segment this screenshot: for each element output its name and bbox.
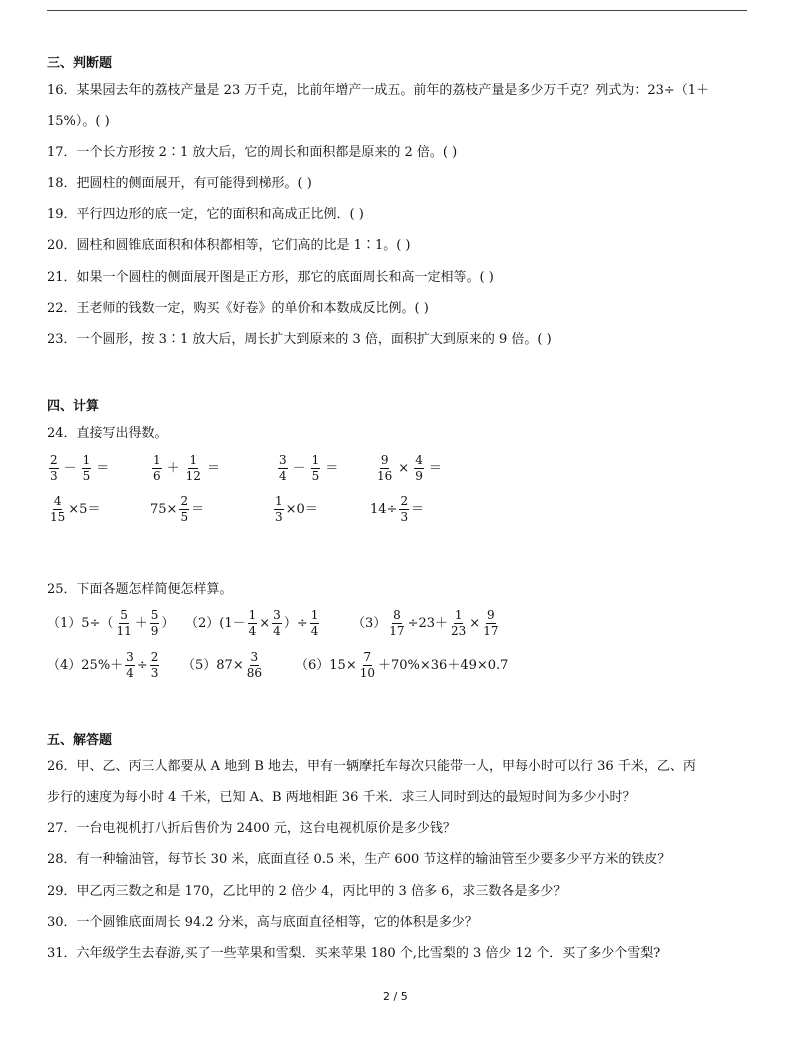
q24-expr-3: $\frac{3}{4}$ － $\frac{1}{5}$ ＝	[279, 453, 339, 483]
q25-part-1: （1）5÷（ $\frac{5}{11}$ ＋ $\frac{5}{9}$ ）	[47, 608, 175, 638]
question-26-line2: 步行的速度为每小时 4 千米，已知 A、B 两地相距 36 千米．求三人同时到达的最短时间为多少小时？	[47, 790, 636, 805]
section-title-word-problems: 五、解答题	[47, 733, 113, 748]
q24-expr-5: $\frac{4}{15}$ ×5＝	[50, 494, 101, 524]
fraction: $\frac{5}{9}$	[150, 608, 159, 638]
q25-part-4: （4）25%＋ $\frac{3}{4}$ ÷ $\frac{2}{3}$	[47, 650, 159, 680]
fraction: $\frac{8}{17}$	[389, 608, 405, 638]
q24-expr-7: $\frac{1}{3}$ ×0＝	[275, 494, 318, 524]
fraction: $\frac{1}{4}$	[248, 608, 257, 638]
section-title-calculation: 四、计算	[47, 399, 100, 414]
question-23: 23．一个圆形，按 3∶1 放大后，周长扩大到原来的 3 倍，面积扩大到原来的 9 倍。( )	[47, 332, 552, 347]
question-24-prompt: 24．直接写出得数。	[47, 426, 168, 441]
fraction: $\frac{1}{6}$	[153, 453, 161, 483]
header-rule	[47, 10, 747, 11]
fraction: $\frac{4}{9}$	[415, 453, 423, 483]
fraction: $\frac{1}{5}$	[311, 453, 320, 483]
question-31: 31．六年级学生去春游,买了一些苹果和雪梨．买来苹果 180 个,比雪梨的 3 倍少 12 个．买了多少个雪梨?	[47, 946, 661, 961]
fraction: $\frac{2}{3}$	[400, 494, 409, 524]
question-19: 19．平行四边形的底一定，它的面积和高成正比例．( )	[47, 207, 364, 222]
question-21: 21．如果一个圆柱的侧面展开图是正方形，那它的底面周长和高一定相等。( )	[47, 270, 494, 285]
q24-expr-8: 14÷ $\frac{2}{3}$ ＝	[370, 494, 425, 524]
fraction: $\frac{5}{11}$	[116, 608, 132, 638]
fraction: $\frac{1}{23}$	[451, 608, 467, 638]
fraction: $\frac{1}{3}$	[275, 494, 283, 524]
question-22: 22．王老师的钱数一定，购买《好卷》的单价和本数成反比例。( )	[47, 301, 429, 316]
fraction: $\frac{4}{15}$	[50, 494, 66, 524]
q24-expr-2: $\frac{1}{6}$ ＋ $\frac{1}{12}$ ＝	[153, 453, 220, 483]
fraction: $\frac{2}{3}$	[150, 650, 159, 680]
fraction: $\frac{3}{4}$	[273, 608, 281, 638]
fraction: $\frac{7}{10}$	[359, 650, 375, 680]
question-25-prompt: 25．下面各题怎样简便怎样算。	[47, 582, 233, 597]
question-16-line2: 15%）。( )	[47, 114, 110, 129]
q24-expr-1: $\frac{2}{3}$ － $\frac{1}{5}$ ＝	[50, 453, 110, 483]
question-16-line1: 16．某果园去年的荔枝产量是 23 万千克，比前年增产一成五。前年的荔枝产量是多少万千克？列式为：23÷（1＋	[47, 83, 710, 98]
q25-part-6: （6）15× $\frac{7}{10}$ ＋70%×36＋49×0.7	[295, 650, 509, 680]
question-17: 17．一个长方形按 2∶1 放大后，它的周长和面积都是原来的 2 倍。( )	[47, 145, 458, 160]
question-27: 27．一台电视机打八折后售价为 2400 元，这台电视机原价是多少钱？	[47, 821, 456, 836]
fraction: $\frac{3}{86}$	[246, 650, 262, 680]
fraction: $\frac{1}{5}$	[82, 453, 91, 483]
question-18: 18．把圆柱的侧面展开，有可能得到梯形。( )	[47, 176, 312, 191]
fraction: $\frac{2}{5}$	[180, 494, 189, 524]
q24-expr-6: 75× $\frac{2}{5}$ ＝	[150, 494, 205, 524]
question-20: 20．圆柱和圆锥底面积和体积都相等，它们高的比是 1∶1。( )	[47, 238, 411, 253]
question-29: 29．甲乙丙三数之和是 170，乙比甲的 2 倍少 4，丙比甲的 3 倍多 6，求三数各是多少？	[47, 884, 567, 899]
fraction: $\frac{3}{4}$	[279, 453, 287, 483]
fraction: $\frac{3}{4}$	[126, 650, 134, 680]
fraction: $\frac{1}{4}$	[310, 608, 319, 638]
q25-part-5: （5）87× $\frac{3}{86}$	[182, 650, 262, 680]
question-30: 30．一个圆锥底面周长 94.2 分米，高与底面直径相等，它的体积是多少？	[47, 915, 478, 930]
fraction: $\frac{9}{17}$	[483, 608, 499, 638]
q25-part-2: （2）(1－ $\frac{1}{4}$ × $\frac{3}{4}$ ）÷ $\frac{1}{4}$	[185, 608, 319, 638]
question-28: 28．有一种输油管，每节长 30 米，底面直径 0.5 米，生产 600 节这样的输油管至少要多少平方米的铁皮？	[47, 852, 671, 867]
fraction: $\frac{9}{16}$	[377, 453, 393, 483]
fraction: $\frac{2}{3}$	[50, 453, 58, 483]
fraction: $\frac{1}{12}$	[185, 453, 201, 483]
section-title-judgement: 三、判断题	[47, 56, 113, 71]
question-26-line1: 26．甲、乙、丙三人都要从 A 地到 B 地去，甲有一辆摩托车每次只能带一人，甲每小时可以行 36 千米，乙、丙	[47, 759, 696, 774]
q24-expr-4: $\frac{9}{16}$ × $\frac{4}{9}$ ＝	[377, 453, 442, 483]
q25-part-3: （3） $\frac{8}{17}$ ÷23＋ $\frac{1}{23}$ × $\frac{9}{17}$	[352, 608, 499, 638]
page-number: 2 / 5	[383, 990, 408, 1003]
